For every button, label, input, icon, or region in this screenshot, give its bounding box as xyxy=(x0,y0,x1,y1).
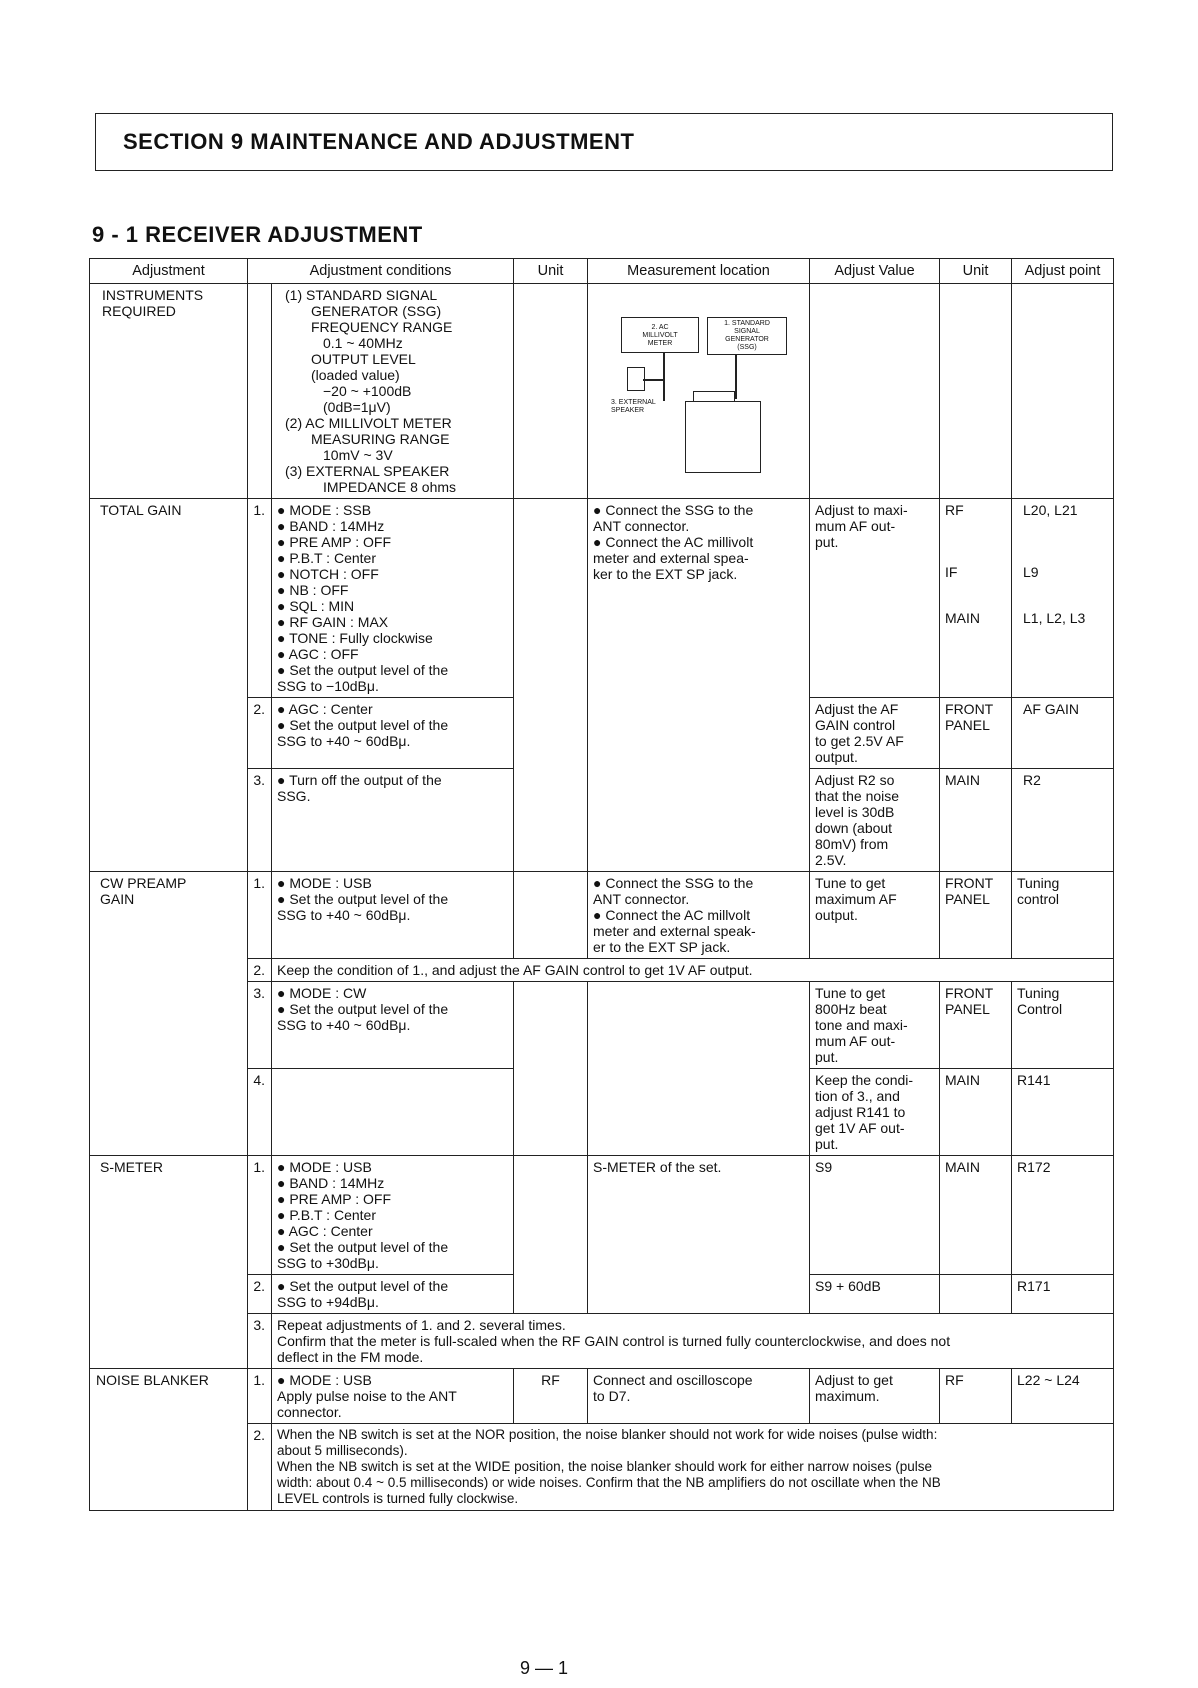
instruments-label: INSTRUMENTS REQUIRED xyxy=(90,284,248,499)
header-point: Adjust point xyxy=(1012,259,1114,284)
section-header-box xyxy=(95,113,1113,171)
header-unit: Unit xyxy=(514,259,588,284)
total-gain-label: TOTAL GAIN xyxy=(90,499,248,872)
noise-blanker-row-1: NOISE BLANKER 1. ● MODE : USB Apply pulse noise to the ANT connector. RF Connect and oscilloscope to D7. Adjust to get maximum. RF L22 ~ L24 xyxy=(90,1369,1114,1424)
s-meter-label: S-METER xyxy=(90,1156,248,1369)
total-gain-row-2: 2. ● AGC : Center ● Set the output level of the SSG to +40 ~ 60dBμ. Adjust the AF GAIN control to get 2.5V AF output. FRONT PANEL AF GAIN xyxy=(90,698,1114,769)
millivolt-meter-box: 2. AC MILLIVOLT METER xyxy=(621,317,699,353)
total-gain-row-1: TOTAL GAIN 1. ● MODE : SSB ● BAND : 14MHz ● PRE AMP : OFF ● P.B.T : Center ● NOTCH : OFF ● NB : OFF ● SQL : MIN ● RF GAIN : MAX ● TONE : Fully clockwise ● AGC : OFF ● Set the output level of the SSG to −10dBμ. ● Connect the SSG to the ANT connector. ● Connect the AC millivolt meter and external spea- ker to the EXT SP jack. Adjust to maxi- mum AF out- put. RF IF MAIN L20, L21 L9 L1, L2, L3 xyxy=(90,499,1114,698)
header-adjustment: Adjustment xyxy=(90,259,248,284)
page-number: 9 — 1 xyxy=(520,1658,569,1678)
s-meter-row-3: 3. Repeat adjustments of 1. and 2. several times. Confirm that the meter is full-scaled when the RF GAIN control is turned fully counterclockwise, and does not deflect in the FM mode. xyxy=(90,1314,1114,1369)
instruments-list: (1) STANDARD SIGNAL GENERATOR (SSG) FREQUENCY RANGE 0.1 ~ 40MHz OUTPUT LEVEL (loaded value) −20 ~ +100dB (0dB=1μV) (2) AC MILLIVOLT METER MEASURING RANGE 10mV ~ 3V (3) EXTERNAL SPEAKER IMPEDANCE 8 ohms xyxy=(272,284,514,499)
ssg-box: 1. STANDARD SIGNAL GENERATOR (SSG) xyxy=(707,317,787,355)
header-value: Adjust Value xyxy=(810,259,940,284)
transceiver-box xyxy=(685,401,761,473)
adjustment-table xyxy=(89,258,1114,1511)
cw-preamp-row-1: CW PREAMP GAIN 1. ● MODE : USB ● Set the output level of the SSG to +40 ~ 60dBμ. ● Connect the SSG to the ANT connector. ● Connect the AC millvolt meter and external speak- er to the EXT SP jack. Tune to get maximum AF output. FRONT PANEL Tuning control xyxy=(90,872,1114,959)
header-conditions: Adjustment conditions xyxy=(248,259,514,284)
s-meter-row-1: S-METER 1. ● MODE : USB ● BAND : 14MHz ● PRE AMP : OFF ● P.B.T : Center ● AGC : Center ● Set the output level of the SSG to +30dBμ. S-METER of the set. S9 MAIN R172 xyxy=(90,1156,1114,1275)
total-gain-row-3: 3. ● Turn off the output of the SSG. Adjust R2 so that the noise level is 30dB down (about 80mV) from 2.5V. MAIN R2 xyxy=(90,769,1114,872)
header-row xyxy=(90,259,1114,284)
cw-preamp-label: CW PREAMP GAIN xyxy=(90,872,248,1156)
noise-blanker-label: NOISE BLANKER xyxy=(90,1369,248,1511)
s-meter-row-2: 2. ● Set the output level of the SSG to +94dBμ. S9 + 60dB R171 xyxy=(90,1275,1114,1314)
subsection-title: 9 - 1 RECEIVER ADJUSTMENT xyxy=(92,222,423,247)
cw-preamp-row-4: 4. Keep the condi- tion of 3., and adjust R141 to get 1V AF out- put. MAIN R141 xyxy=(90,1069,1114,1156)
cw-preamp-row-2: 2. Keep the condition of 1., and adjust the AF GAIN control to get 1V AF output. xyxy=(90,959,1114,982)
cw-preamp-row-3: 3. ● MODE : CW ● Set the output level of the SSG to +40 ~ 60dBμ. Tune to get 800Hz beat tone and maxi- mum AF out- put. FRONT PANEL Tuning Control xyxy=(90,982,1114,1069)
header-unit-2: Unit xyxy=(940,259,1012,284)
speaker-label: 3. EXTERNAL SPEAKER xyxy=(611,399,656,414)
instruments-row xyxy=(90,284,1114,499)
header-location: Measurement location xyxy=(588,259,810,284)
noise-blanker-row-2: 2. When the NB switch is set at the NOR position, the noise blanker should not work for wide noises (pulse width: about 5 milliseconds). When the NB switch is set at the WIDE position, the noise blanker should work for either narrow noises (pulse width: about 0.4 ~ 0.5 milliseconds) or wide noises. Confirm that the NB amplifiers do not oscillate when the NB LEVEL controls is turned fully clockwise. xyxy=(90,1424,1114,1511)
connection-diagram xyxy=(588,284,810,499)
section-title: SECTION 9 MAINTENANCE AND ADJUSTMENT xyxy=(123,129,635,154)
